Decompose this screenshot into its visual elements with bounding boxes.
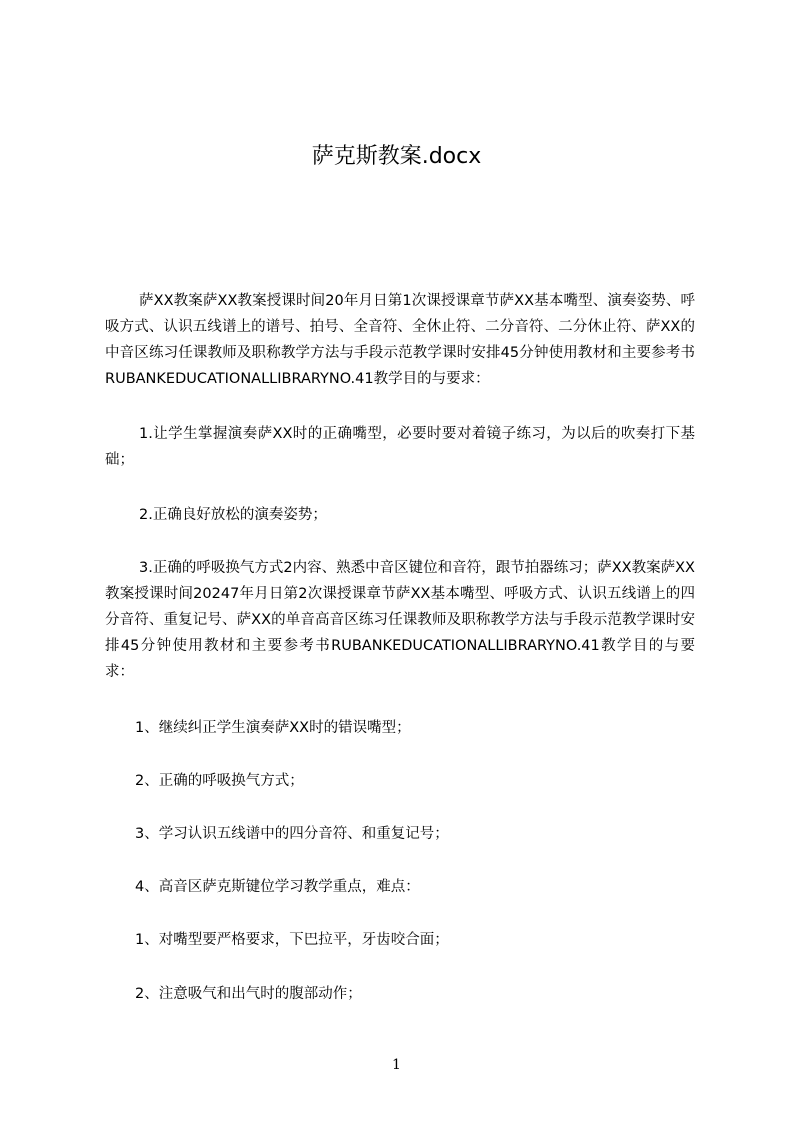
list-item: 3、学习认识五线谱中的四分音符、和重复记号； [135,826,449,842]
list-item: 2、正确的呼吸换气方式； [135,773,304,789]
list-item: 2、注意吸气和出气时的腹部动作； [135,986,362,1002]
list-item: 1、继续纠正学生演奏萨XX时的错误嘴型； [135,720,411,736]
page-number: 1 [392,1057,401,1073]
list-item: 4、高音区萨克斯键位学习教学重点，难点： [135,879,420,895]
paragraph-lesson-1-overview: 萨XX教案萨XX教案授课时间20年月日第1次课授课章节萨XX基本嘴型、演奏姿势、呼吸方式、认识五线谱上的谱号、拍号、全音符、全休止符、二分音符、二分休止符、萨XX的中音区练习任课教师及职称教学方法与手段示范教学课时安排45分钟使用教材和主要参考书RUBANKEDUCATIONALLIBRARYNO.41教学目的与要求： [105,293,695,387]
document-title: 萨克斯教案.docx [311,144,482,169]
list-item: 1、对嘴型要严格要求，下巴拉平，牙齿咬合面； [135,932,449,948]
paragraph-lesson-2-overview: 3.正确的呼吸换气方式2内容、熟悉中音区键位和音符，跟节拍器练习；萨XX教案萨XX教案授课时间20247年月日第2次课授课章节萨XX基本嘴型、呼吸方式、认识五线谱上的四分音符、重复记号、萨XX的单音高音区练习任课教师及职称教学方法与手段示范教学课时安排45分钟使用教材和主要参考书RUBANKEDUCATIONALLIBRARYNO.41教学目的与要求： [105,560,695,680]
paragraph-goal-embouchure: 1.让学生掌握演奏萨XX时的正确嘴型，必要时要对着镜子练习，为以后的吹奏打下基础； [105,426,695,468]
paragraph-goal-posture: 2.正确良好放松的演奏姿势； [139,507,327,523]
